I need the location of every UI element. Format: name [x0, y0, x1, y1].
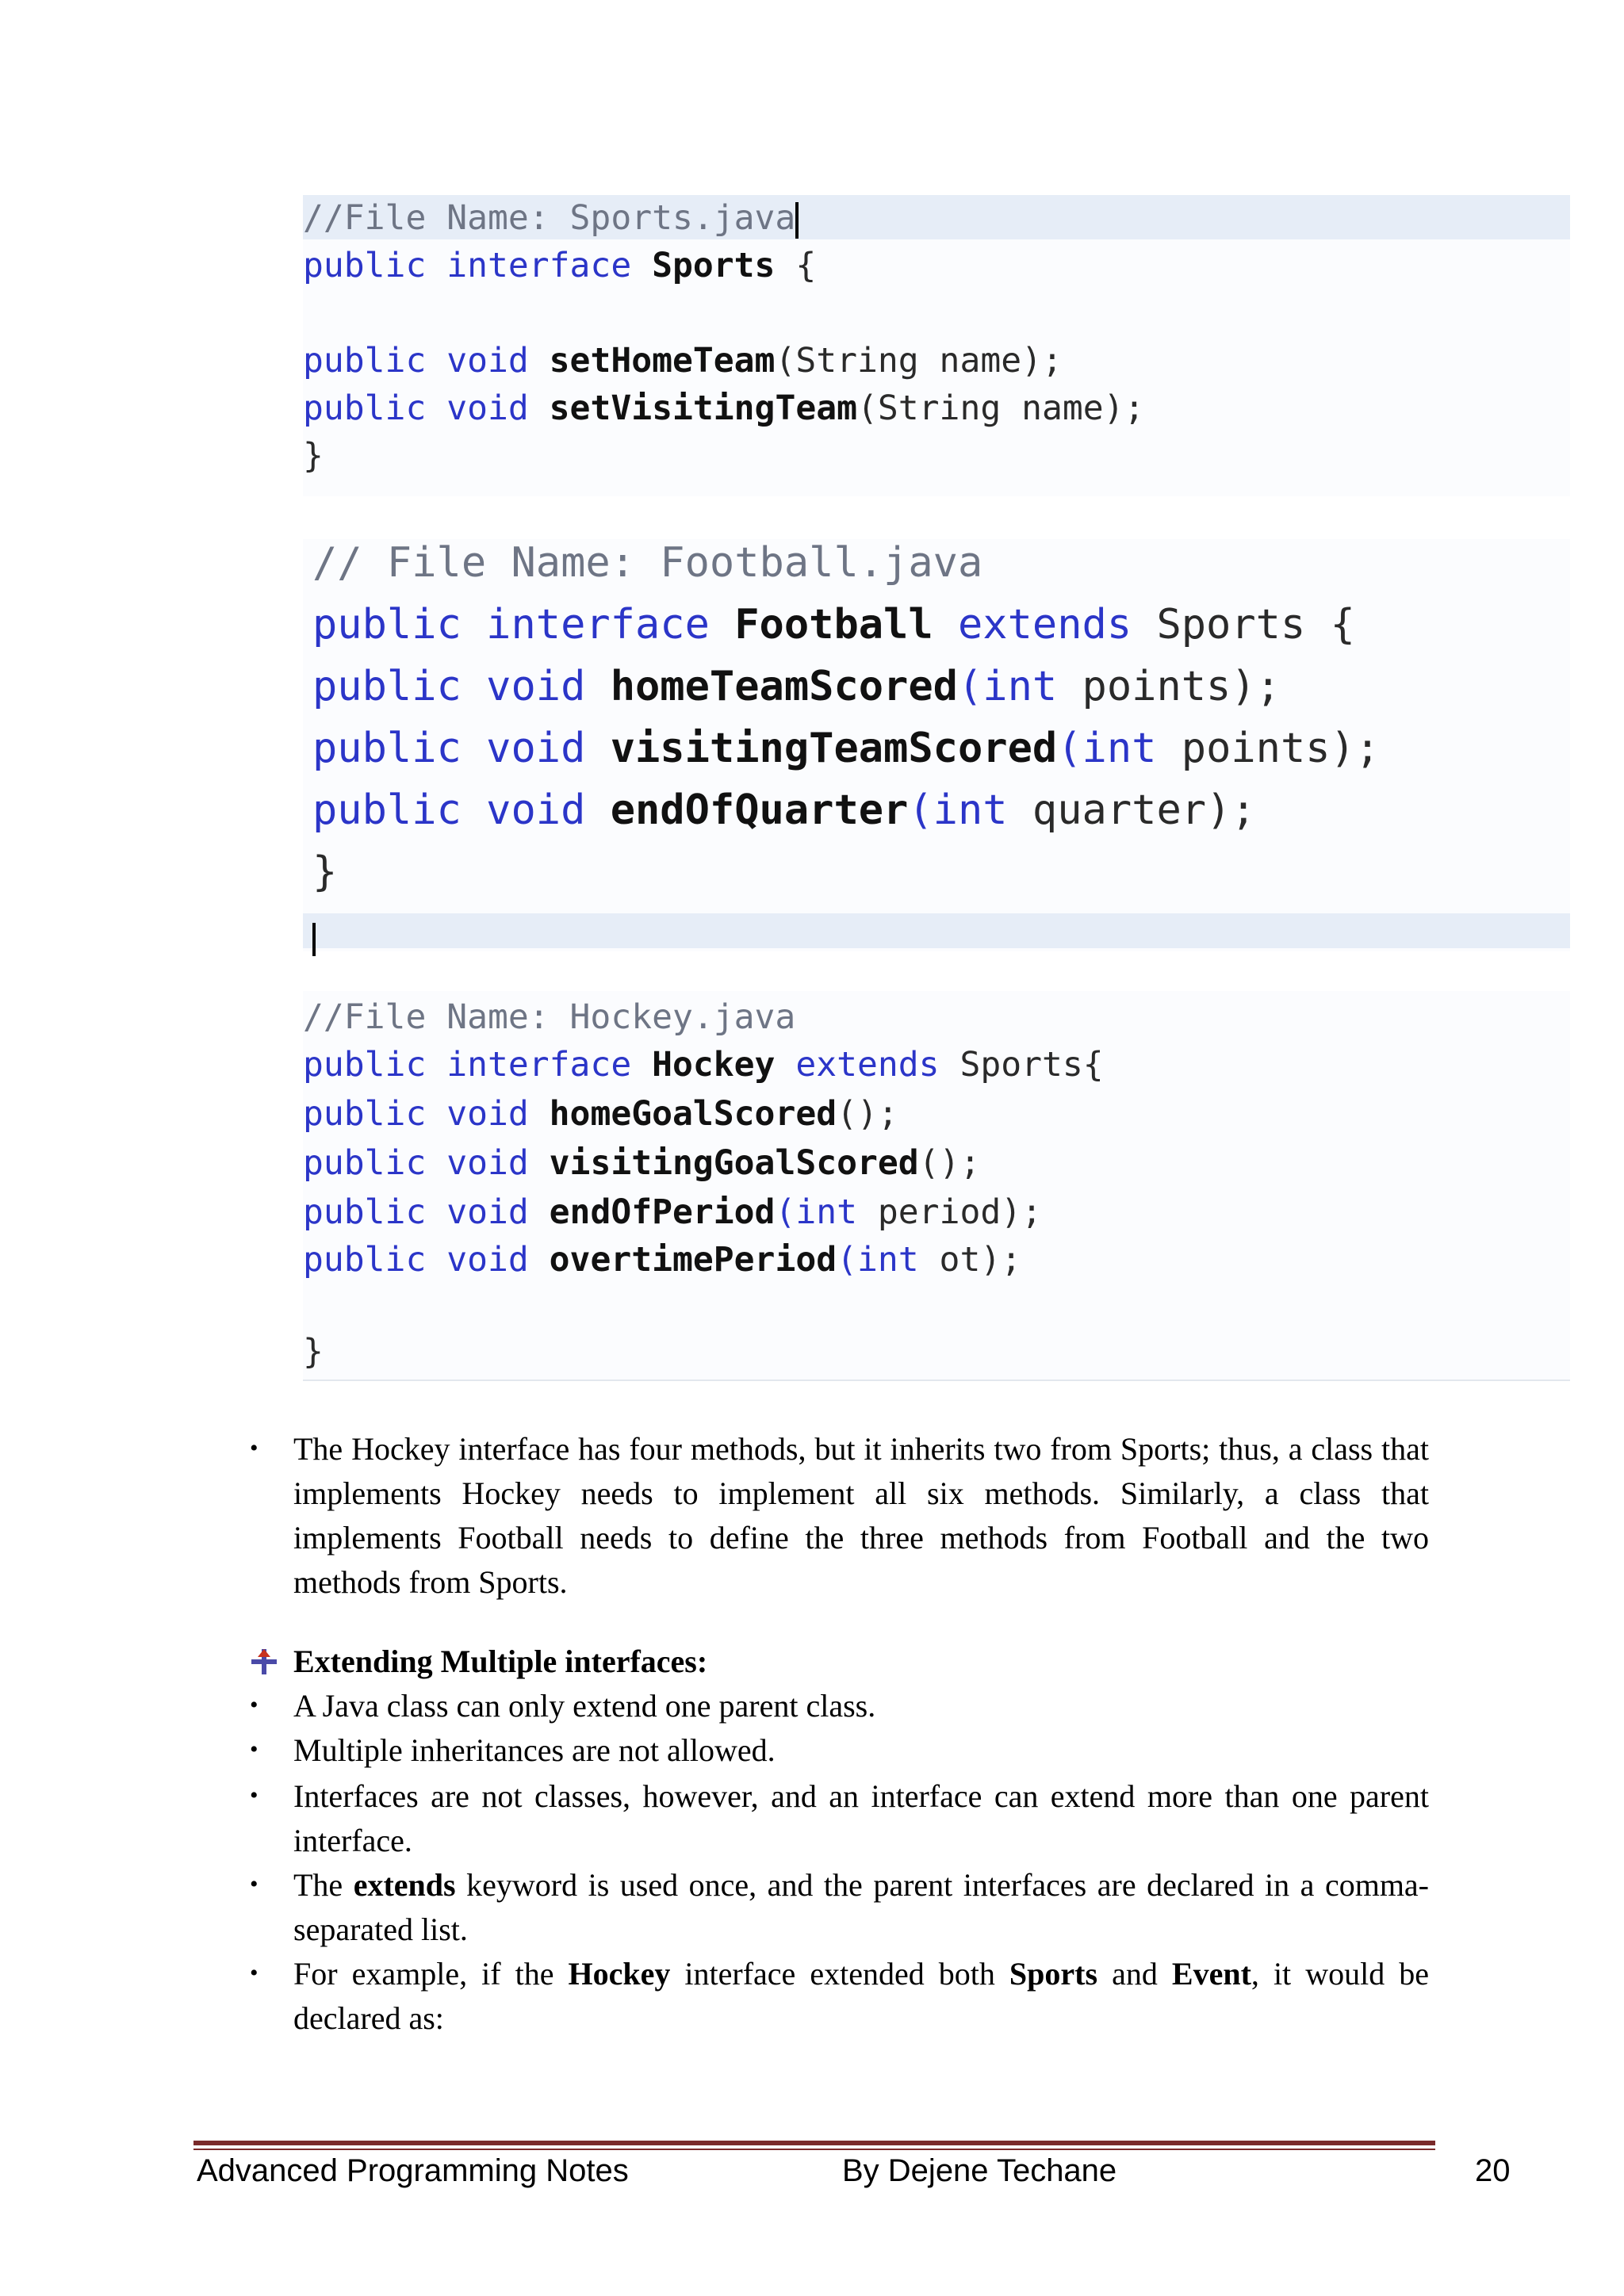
code-keyword: public void: [312, 786, 586, 834]
code-keyword: public void: [303, 388, 529, 428]
code-args: points);: [1156, 725, 1381, 772]
football-code-block: [303, 539, 1570, 951]
code-type: (int: [957, 663, 1058, 710]
code-text: }: [312, 848, 338, 896]
code-args: period);: [857, 1192, 1043, 1232]
text-caret: [312, 923, 316, 956]
code-text: }: [303, 1332, 324, 1372]
section-heading: Extending Multiple interfaces:: [293, 1644, 708, 1679]
code-method-name: endOfQuarter: [610, 786, 909, 834]
code-method-line: [312, 663, 1281, 710]
code-declaration-line: [312, 601, 1355, 649]
code-method-line: [303, 1143, 980, 1183]
bullet-text: The: [293, 1867, 354, 1903]
code-method-line: [303, 341, 1063, 381]
code-method-name: endOfPeriod: [549, 1192, 776, 1232]
code-text: Sports {: [1132, 601, 1355, 649]
code-method-line: [312, 725, 1380, 772]
code-close-brace: [303, 1332, 324, 1372]
paragraph-inheritance: The Hockey interface has four methods, but it inherits two from Sports; thus, a class that implements Hockey needs to implement all six methods. Similarly, a class that implements Football needs to define the three methods from Football and the two methods from Sports.: [293, 1431, 1429, 1600]
code-method-line: [312, 786, 1256, 834]
bullet-text: For example, if the: [293, 1956, 569, 1992]
code-keyword: public void: [303, 1240, 529, 1280]
footer-author: By Dejene Techane: [842, 2153, 1117, 2188]
code-method-line: [303, 1094, 898, 1134]
code-args: quarter);: [1007, 786, 1256, 834]
code-type: (int: [1057, 725, 1157, 772]
bullet-item: [293, 1952, 1429, 2041]
code-keyword: public void: [303, 1192, 529, 1232]
hockey-code-block: [303, 991, 1570, 1380]
code-method-name: homeTeamScored: [610, 663, 958, 710]
bullet-marker: •: [250, 1435, 259, 1461]
bullet-text: , it would be declared as:: [293, 1956, 1430, 2036]
code-keyword: public void: [303, 1094, 529, 1134]
code-type: (int: [908, 786, 1008, 834]
code-comment-line: [312, 539, 982, 587]
footer-title: Advanced Programming Notes: [197, 2153, 629, 2188]
code-args: ();: [918, 1143, 981, 1183]
bullet-marker: •: [250, 1871, 259, 1897]
bullet-text: and: [1097, 1956, 1172, 1992]
code-method-name: homeGoalScored: [549, 1094, 837, 1134]
bullet-item: Multiple inheritances are not allowed.: [293, 1732, 776, 1768]
code-declaration-line: [303, 246, 816, 285]
code-method-name: visitingTeamScored: [610, 725, 1058, 772]
code-keyword: public void: [312, 725, 586, 772]
code-comment: //File Name: Sports.java: [303, 198, 796, 238]
bullet-arrow-icon: [250, 1647, 278, 1676]
code-method-line: [303, 1240, 1021, 1280]
code-keyword: extends: [795, 1045, 940, 1085]
code-comment: // File Name: Football.java: [312, 539, 983, 587]
bullet-text-bold: Event: [1171, 1956, 1251, 1992]
code-comment: //File Name: Hockey.java: [303, 997, 796, 1037]
code-type: (int: [775, 1192, 858, 1232]
code-method-name: setVisitingTeam: [549, 388, 857, 428]
bullet-item: A Java class can only extend one parent class.: [293, 1688, 876, 1724]
code-keyword: public void: [303, 341, 529, 381]
bullet-text-bold: extends: [353, 1867, 456, 1903]
bullet-marker: •: [250, 1960, 259, 1986]
page-number: 20: [1475, 2153, 1511, 2188]
bullet-item: [293, 1863, 1429, 1952]
bullet-text: keyword is used once, and the parent interfaces are declared in a comma-separated list.: [293, 1867, 1430, 1947]
code-block-divider: [303, 1380, 1570, 1381]
code-args: points);: [1057, 663, 1281, 710]
code-keyword: extends: [957, 601, 1132, 649]
footer-rule-thin: [193, 2149, 1435, 2150]
code-method-line: [303, 388, 1144, 428]
code-close-brace: [312, 848, 337, 896]
code-caret-line: [312, 913, 316, 961]
code-close-brace: [303, 436, 324, 476]
code-method-name: setHomeTeam: [549, 341, 776, 381]
footer-rule: [193, 2141, 1435, 2145]
code-type: (int: [837, 1240, 919, 1280]
bullet-text-bold: Sports: [1009, 1956, 1098, 1992]
code-keyword: public interface: [303, 246, 632, 285]
code-method-line: [303, 1192, 1042, 1232]
code-declaration-line: [303, 1045, 1104, 1085]
code-keyword: public interface: [312, 601, 710, 649]
highlighted-line: [303, 913, 1570, 948]
code-identifier: Football: [734, 601, 933, 649]
code-comment-line: [303, 198, 799, 239]
bullet-marker: •: [250, 1782, 259, 1808]
code-method-name: overtimePeriod: [549, 1240, 837, 1280]
sports-code-block: [303, 195, 1570, 496]
bullet-marker: •: [250, 1736, 259, 1762]
code-args: ();: [837, 1094, 898, 1134]
code-text: Sports{: [939, 1045, 1104, 1085]
code-identifier: Sports: [652, 246, 776, 285]
code-identifier: Hockey: [652, 1045, 776, 1085]
code-keyword: public interface: [303, 1045, 632, 1085]
code-args: ot);: [918, 1240, 1022, 1280]
bullet-item: Interfaces are not classes, however, and an interface can extend more than one parent interface.: [293, 1778, 1429, 1858]
code-keyword: public void: [303, 1143, 529, 1183]
bullet-text: interface extended both: [670, 1956, 1009, 1992]
code-method-name: visitingGoalScored: [549, 1143, 919, 1183]
code-args: (String name);: [775, 341, 1063, 381]
bullet-text-bold: Hockey: [568, 1956, 671, 1992]
text-caret: [795, 202, 799, 239]
code-text: }: [303, 436, 324, 476]
code-text: {: [775, 246, 817, 285]
bullet-marker: •: [250, 1692, 259, 1718]
code-comment-line: [303, 997, 795, 1037]
code-args: (String name);: [857, 388, 1145, 428]
code-keyword: public void: [312, 663, 586, 710]
